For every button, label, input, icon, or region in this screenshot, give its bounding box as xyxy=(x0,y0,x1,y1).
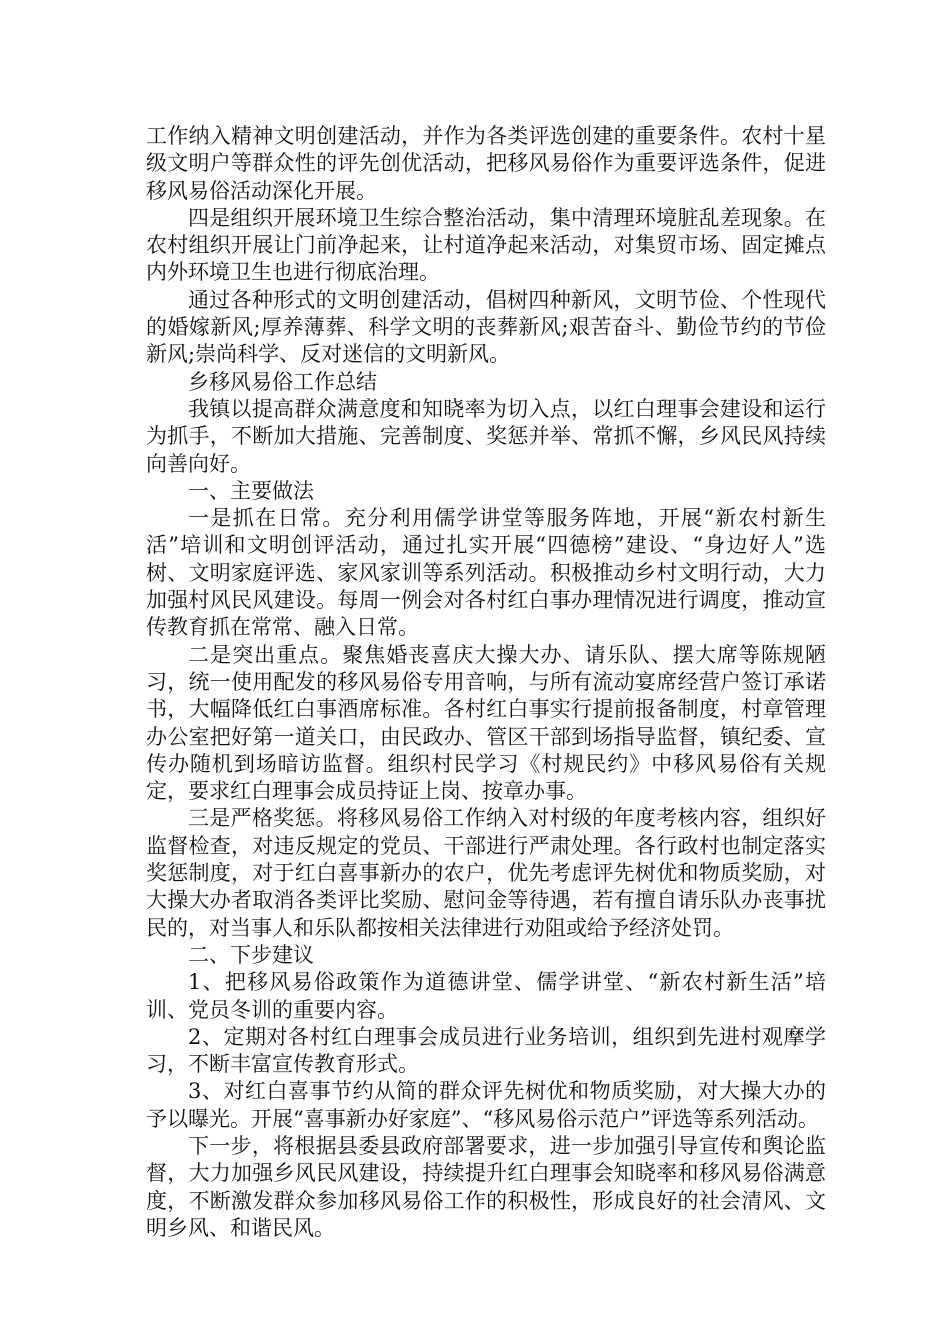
paragraph-9: 三是严格奖惩。将移风易俗工作纳入对村级的年度考核内容，组织好监督检查，对违反规定的党员、干部进行严肃处理。各行政村也制定落实奖惩制度，对于红白喜事新办的农户，优先考虑评先树优和物质奖励，对大操大办者取消各类评比奖励、慰问金等待遇，若有擅自请乐队办丧事扰民的，对当事人和乐队都按相关法律进行劝阻或给予经济处罚。 xyxy=(146,806,826,940)
heading-main-practices: 一、主要做法 xyxy=(188,478,314,503)
paragraph-13: 3、对红白喜事节约从简的群众评先树优和物质奖励，对大操大办的予以曝光。开展“喜事新办好家庭”、“移风易俗示范户”评选等系列活动。 xyxy=(146,1079,826,1131)
paragraph-7: 一是抓在日常。充分利用儒学讲堂等服务阵地，开展“新农村新生活”培训和文明创评活动，通过扎实开展“四德榜”建设、“身边好人”选树、文明家庭评选、家风家训等系列活动。积极推动乡村文明行动，大力加强村风民风建设。每周一例会对各村红白事办理情况进行调度，推动宣传教育抓在常常、融入日常。 xyxy=(146,506,826,640)
paragraph-12: 2、定期对各村红白理事会成员进行业务培训，组织到先进村观摩学习，不断丰富宣传教育形式。 xyxy=(146,1024,826,1077)
paragraph-8: 二是突出重点。聚焦婚丧喜庆大操大办、请乐队、摆大席等陈规陋习，统一使用配发的移风易俗专用音响，与所有流动宴席经营户签订承诺书，大幅降低红白事酒席标准。各村红白事实行提前报备制度，村章管理办公室把好第一道关口，由民政办、管区干部到场指导监督，镇纪委、宣传办随机到场暗访监督。组织村民学习《村规民约》中移风易俗有关规定，要求红白理事会成员持证上岗、按章办事。 xyxy=(146,642,826,804)
document-body xyxy=(146,123,826,1242)
paragraph-2: 四是组织开展环境卫生综合整治活动，集中清理环境脏乱差现象。在农村组织开展让门前净起来，让村道净起来活动，对集贸市场、固定摊点内外环境卫生也进行彻底治理。 xyxy=(146,205,826,285)
paragraph-5: 我镇以提高群众满意度和知晓率为切入点，以红白理事会建设和运行为抓手，不断加大措施、完善制度、奖惩并举、常抓不懈，乡风民风持续向善向好。 xyxy=(146,396,826,476)
section-title: 乡移风易俗工作总结 xyxy=(188,369,377,394)
paragraph-3: 通过各种形式的文明创建活动，倡树四种新风，文明节俭、个性现代的婚嫁新风;厚养薄葬、科学文明的丧葬新风;艰苦奋斗、勤俭节约的节俭新风;崇尚科学、反对迷信的文明新风。 xyxy=(146,287,826,367)
paragraph-1: 工作纳入精神文明创建活动，并作为各类评选创建的重要条件。农村十星级文明户等群众性的评先创优活动，把移风易俗作为重要评选条件，促进移风易俗活动深化开展。 xyxy=(146,124,826,203)
paragraph-14: 下一步，将根据县委县政府部署要求，进一步加强引导宣传和舆论监督，大力加强乡风民风建设，持续提升红白理事会知晓率和移风易俗满意度，不断激发群众参加移风易俗工作的积极性，形成良好的社会清风、文明乡风、和谐民风。 xyxy=(146,1133,826,1240)
paragraph-11: 1、把移风易俗政策作为道德讲堂、儒学讲堂、“新农村新生活”培训、党员冬训的重要内容。 xyxy=(146,970,826,1022)
heading-next-steps: 二、下步建议 xyxy=(188,942,314,967)
